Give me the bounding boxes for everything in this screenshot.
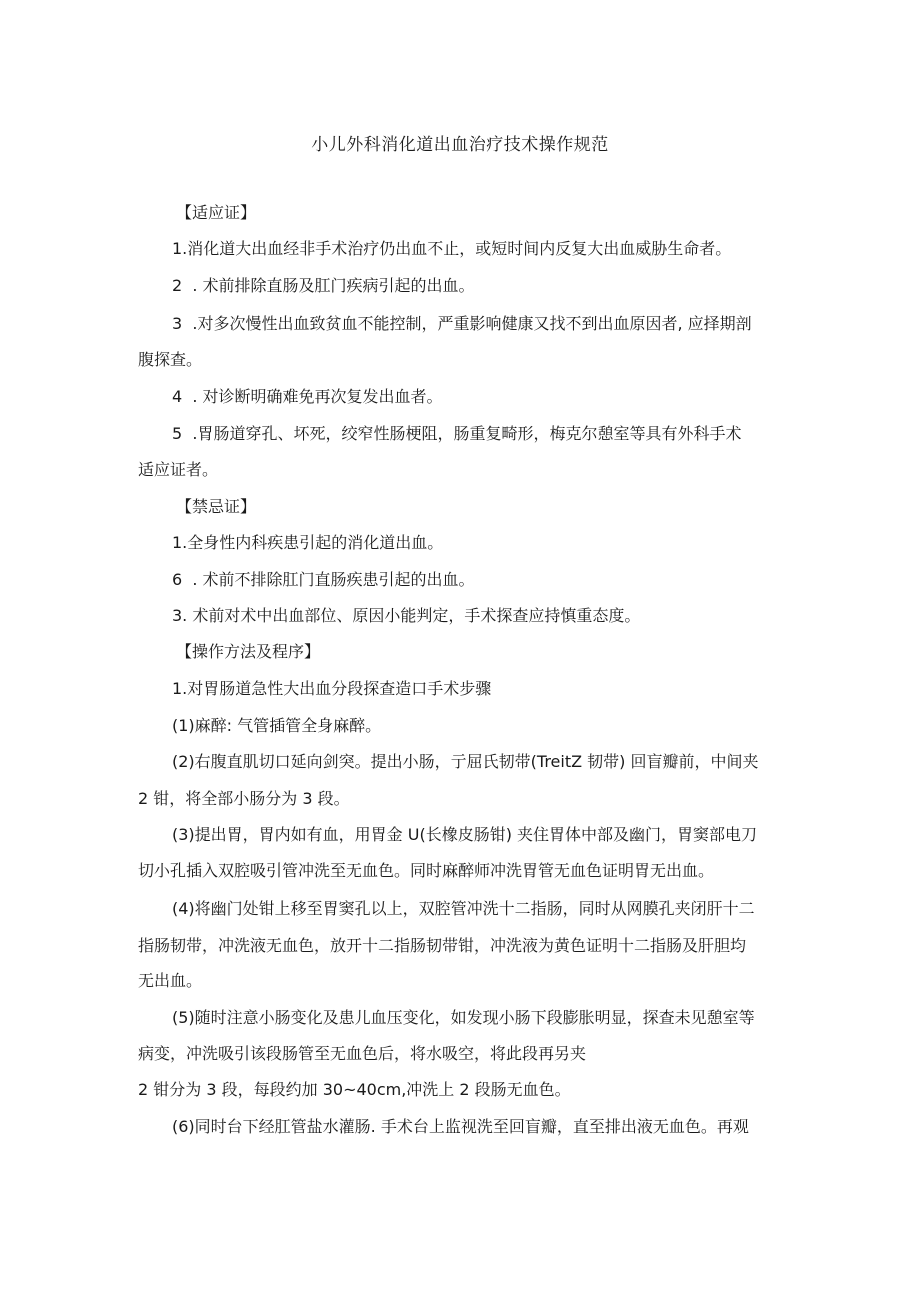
contraindication-item-2: 6 . 术前不排除肛门直肠疾患引起的出血。: [172, 570, 475, 589]
indication-item-4: 4 . 对诊断明确难免再次复发出血者。: [172, 387, 443, 406]
contraindication-item-3: 3. 术前对术中出血部位、原因小能判定，手术探查应持慎重态度。: [172, 606, 641, 625]
procedure-step-6: (6)同时台下经肛管盐水灌肠. 手术台上监视洗至回盲瓣，直至排出液无血色。再观: [172, 1117, 749, 1136]
procedure-step-5: (5)随时注意小肠变化及患儿血压变化，如发现小肠下段膨胀明显，探查未见憩室等: [172, 1008, 755, 1027]
procedure-step-5-cont-2: 2 钳分为 3 段，每段约加 30~40cm,冲洗上 2 段肠无血色。: [138, 1080, 571, 1099]
procedure-step-2-cont: 2 钳，将全部小肠分为 3 段。: [138, 789, 350, 808]
procedure-step-4: (4)将幽门处钳上移至胃窦孔以上，双腔管冲洗十二指肠，同时从网膜孔夹闭肝十二: [172, 899, 755, 918]
procedure-step-5-cont-1: 病变，冲洗吸引该段肠管至无血色后，将水吸空，将此段再另夹: [138, 1044, 587, 1063]
procedure-step-4-cont-1: 指肠韧带，冲洗液无血色，放开十二指肠韧带钳，冲洗液为黄色证明十二指肠及肝胆均: [138, 936, 747, 955]
section-heading-procedure: 【操作方法及程序】: [176, 642, 321, 661]
contraindication-item-1: 1.全身性内科疾患引起的消化道出血。: [172, 533, 444, 552]
procedure-step-4-cont-2: 无出血。: [138, 971, 203, 990]
section-heading-indications: 【适应证】: [176, 203, 257, 222]
indication-item-3-cont: 腹探查。: [138, 350, 203, 369]
procedure-step-2: (2)右腹直肌切口延向剑突。提出小肠，亍屈氏韧带(TreitZ 韧带) 回盲瓣前，中间夹: [172, 752, 759, 771]
indication-item-3: 3 .对多次慢性出血致贫血不能控制，严重影响健康又找不到出血原因者, 应择期剖: [172, 314, 752, 333]
procedure-item-1: 1.对胃肠道急性大出血分段探查造口手术步骤: [172, 679, 492, 698]
indication-item-1: 1.消化道大出血经非手术治疗仍出血不止，或短时间内反复大出血威胁生命者。: [172, 239, 732, 258]
procedure-step-3: (3)提出胃，胃内如有血，用胃金 U(长橡皮肠钳) 夹住胃体中部及幽门，胃窦部电刀: [172, 825, 758, 844]
procedure-step-3-cont: 切小孔插入双腔吸引管冲洗至无血色。同时麻醉师冲洗胃管无血色证明胃无出血。: [138, 861, 715, 880]
indication-item-5: 5 .胃肠道穿孔、坏死，绞窄性肠梗阻，肠重复畸形，梅克尔憩室等具有外科手术: [172, 424, 742, 443]
section-heading-contraindications: 【禁忌证】: [176, 497, 257, 516]
document-title: 小儿外科消化道出血治疗技术操作规范: [311, 135, 609, 155]
indication-item-5-cont: 适应证者。: [138, 460, 219, 479]
procedure-step-1: (1)麻醉: 气管插管全身麻醉。: [172, 716, 382, 735]
indication-item-2: 2 . 术前排除直肠及肛门疾病引起的出血。: [172, 276, 475, 295]
